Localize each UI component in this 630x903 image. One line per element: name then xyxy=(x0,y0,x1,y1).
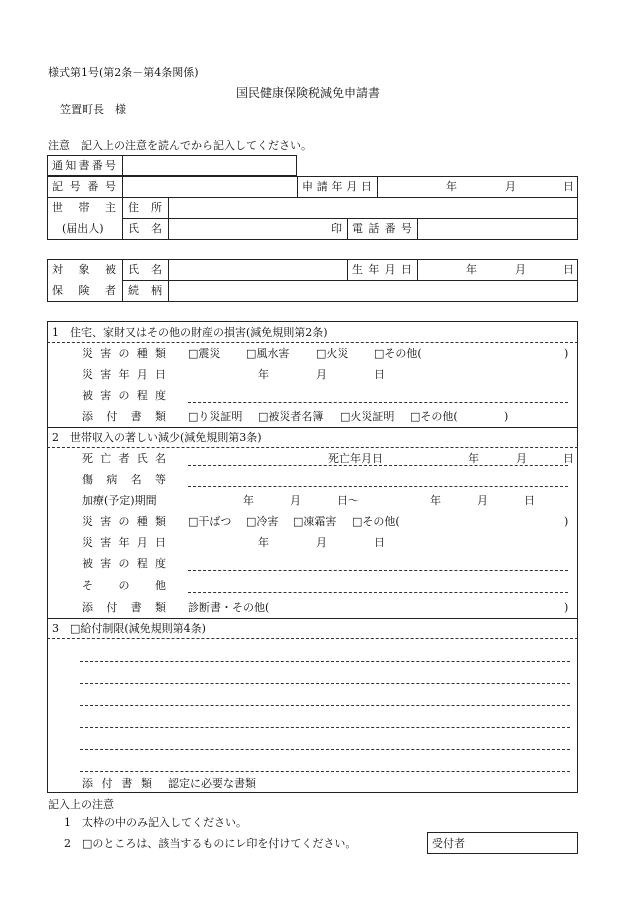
s2-other-label: その他 xyxy=(82,579,166,592)
s2-treatment-to-year: 年 xyxy=(430,494,441,507)
s2-death-date-label: 死亡年月日 xyxy=(328,452,383,465)
s1-attachments-label: 添付書類 xyxy=(82,410,166,423)
s2-year: 年 xyxy=(258,536,269,549)
s2-treatment-from-month: 月 xyxy=(290,494,301,507)
note-1: 1 太枠の中のみ記入してください。 xyxy=(64,816,247,829)
insured-label-2: 保険者 xyxy=(52,284,116,297)
s3-line-3[interactable] xyxy=(80,705,570,706)
s2-treatment-from-year: 年 xyxy=(243,494,254,507)
s1-attach-other[interactable]: □その他( xyxy=(410,410,458,423)
seal-mark: 印 xyxy=(331,222,342,235)
s2-illness-field[interactable] xyxy=(188,486,568,487)
s2-death-month: 月 xyxy=(516,452,527,465)
s2-month: 月 xyxy=(316,536,327,549)
s2-option-frost[interactable]: □凍霜害 xyxy=(293,515,337,528)
s2-damage-degree-label: 被害の程度 xyxy=(82,557,166,570)
s2-death-day: 日 xyxy=(563,452,574,465)
s2-deceased-label: 死亡者氏名 xyxy=(82,452,166,465)
application-date-field[interactable] xyxy=(378,177,577,196)
s3-attachments-label: 添付書類 xyxy=(82,777,152,790)
addressee: 笠置町長 様 xyxy=(60,103,126,116)
s1-attach-victim-list[interactable]: □被災者名簿 xyxy=(258,410,324,423)
s1-damage-degree-field[interactable] xyxy=(188,402,568,403)
name-label: 氏名 xyxy=(128,222,162,235)
s2-damage-degree-field[interactable] xyxy=(188,570,568,571)
receipt-label: 受付者 xyxy=(432,837,465,850)
s2-attach-close-paren: ) xyxy=(564,601,569,614)
insured-name-label: 氏名 xyxy=(128,263,162,276)
s2-treatment-to-month: 月 xyxy=(477,494,488,507)
section1-heading: 1 住宅、家財又はその他の財産の損害(減免規則第2条) xyxy=(52,326,328,339)
s1-option-flood[interactable]: □風水害 xyxy=(246,347,290,360)
birth-date-field[interactable] xyxy=(418,260,577,279)
form-number: 様式第1号(第2条－第4条関係) xyxy=(48,66,199,79)
s2-treatment-tilde: 日～ xyxy=(337,494,359,507)
s2-option-drought[interactable]: □干ばつ xyxy=(188,515,232,528)
relation-label: 続柄 xyxy=(128,284,162,297)
birth-date-label: 生年月日 xyxy=(352,263,412,276)
address-label: 住所 xyxy=(128,201,162,214)
birth-month-label: 月 xyxy=(515,263,526,276)
s2-option-other[interactable]: □その他( xyxy=(352,515,400,528)
note-2: 2 □のところは、該当するものにレ印を付けてください。 xyxy=(64,837,357,850)
filer-label: (届出人) xyxy=(62,222,104,235)
section2-heading: 2 世帯収入の著しい減少(減免規則第3条) xyxy=(52,431,262,444)
notes-heading: 記入上の注意 xyxy=(48,798,114,811)
s1-close-paren: ) xyxy=(564,347,569,360)
address-field[interactable] xyxy=(169,198,577,217)
birth-year-label: 年 xyxy=(466,263,477,276)
s3-line-1[interactable] xyxy=(80,661,570,662)
s2-death-year: 年 xyxy=(468,452,479,465)
s1-month: 月 xyxy=(316,368,327,381)
s2-other-field[interactable] xyxy=(188,592,568,593)
s3-line-2[interactable] xyxy=(80,683,570,684)
s1-year: 年 xyxy=(258,368,269,381)
birth-day-label: 日 xyxy=(563,263,574,276)
s3-line-4[interactable] xyxy=(80,727,570,728)
s1-attach-close-paren: ) xyxy=(504,410,509,423)
s2-treatment-label: 加療(予定)期間 xyxy=(82,494,157,507)
s3-attachments-text: 認定に必要な書類 xyxy=(168,777,256,790)
application-date-label: 申請年月日 xyxy=(302,180,372,193)
s1-attach-disaster-cert[interactable]: □り災証明 xyxy=(188,410,243,423)
s2-day: 日 xyxy=(374,536,385,549)
s1-damage-degree-label: 被害の程度 xyxy=(82,389,166,402)
s2-close-paren: ) xyxy=(564,515,569,528)
s2-illness-label: 傷病名等 xyxy=(82,473,166,486)
s2-option-cold[interactable]: □冷害 xyxy=(246,515,279,528)
form-title: 国民健康保険税減免申請書 xyxy=(236,86,381,100)
householder-label: 世帯主 xyxy=(52,201,116,214)
s1-day: 日 xyxy=(374,368,385,381)
phone-field[interactable] xyxy=(418,219,577,239)
application-month-label: 月 xyxy=(505,180,516,193)
s1-disaster-date-label: 災害年月日 xyxy=(82,368,166,381)
s2-disaster-date-label: 災害年月日 xyxy=(82,536,166,549)
application-day-label: 日 xyxy=(563,180,574,193)
symbol-number-label: 記号番号 xyxy=(52,180,116,193)
insured-label-1: 対象被 xyxy=(52,263,116,276)
s3-line-5[interactable] xyxy=(80,749,570,750)
s2-disaster-type-label: 災害の種類 xyxy=(82,515,166,528)
symbol-number-field[interactable] xyxy=(123,177,296,196)
application-year-label: 年 xyxy=(446,180,457,193)
phone-label: 電話番号 xyxy=(352,222,412,235)
s2-attachments-label: 添付書類 xyxy=(82,601,166,614)
s1-option-fire[interactable]: □火災 xyxy=(316,347,349,360)
s1-option-other[interactable]: □その他( xyxy=(374,347,422,360)
insured-name-field[interactable] xyxy=(169,260,346,279)
s1-attach-fire-cert[interactable]: □火災証明 xyxy=(340,410,395,423)
s3-line-6[interactable] xyxy=(80,771,570,772)
notice-number-field[interactable] xyxy=(123,156,296,175)
notice-text: 注意 記入上の注意を読んでから記入してください。 xyxy=(48,139,312,152)
applicant-name-field[interactable] xyxy=(169,219,346,239)
s2-attachments-text: 診断書・その他( xyxy=(188,601,270,614)
notice-number-label: 通知書番号 xyxy=(52,159,116,172)
section3-heading[interactable]: 3 □給付制限(減免規則第4条) xyxy=(52,622,206,635)
s2-deceased-field[interactable] xyxy=(188,465,568,466)
s1-disaster-type-label: 災害の種類 xyxy=(82,347,166,360)
s2-treatment-to-day: 日 xyxy=(524,494,535,507)
s1-option-earthquake[interactable]: □震災 xyxy=(188,347,221,360)
relation-field[interactable] xyxy=(169,281,577,301)
